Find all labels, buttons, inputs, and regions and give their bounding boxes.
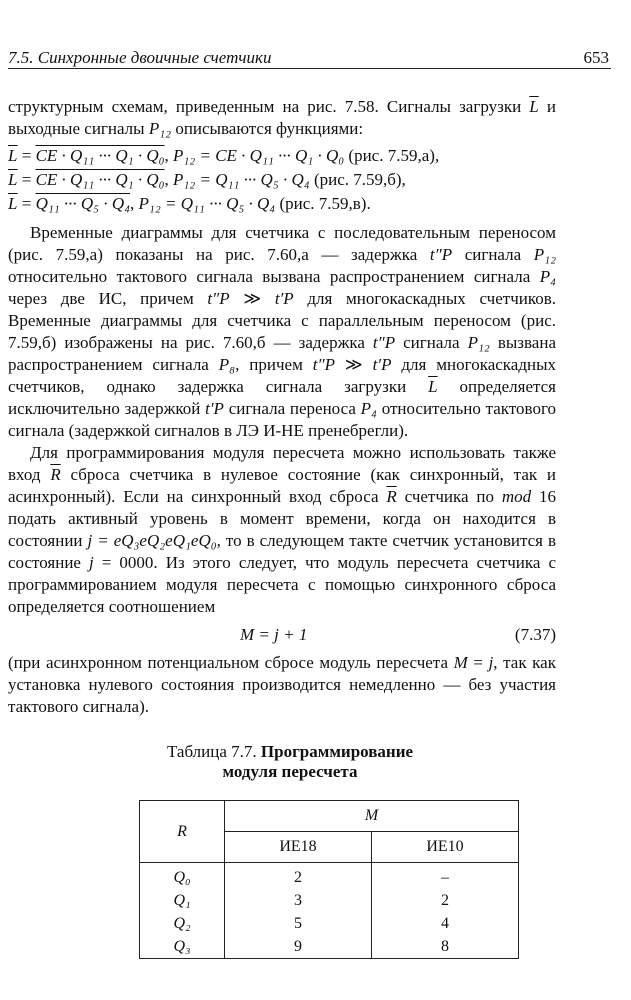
- main-text: [8, 96, 556, 718]
- symbol-M: M: [453, 653, 468, 672]
- text-run: сигнала: [395, 333, 468, 352]
- symbol-P12: P₁₂: [533, 245, 556, 264]
- text-run: вызвана распространением сигнала: [8, 333, 556, 374]
- formula-rhs: Q₁₁ ··· Q₅ · Q₄: [180, 194, 276, 213]
- symbol-much-greater: ≫: [243, 289, 262, 308]
- table-row: [140, 912, 519, 935]
- text-run: сигнала переноса: [223, 399, 361, 418]
- column-header-ie18: ИЕ18: [225, 832, 372, 863]
- symbol-P12: P₁₂: [467, 333, 490, 352]
- cell-r: Q₃: [140, 935, 225, 959]
- table-7-7: [139, 800, 519, 959]
- text-run: относительно тактового сигнала вызвана распространением сигнала: [8, 267, 540, 286]
- symbol-t1p: t′P: [372, 355, 392, 374]
- symbol-P12: P₁₂ =: [173, 146, 211, 165]
- text-run: сигнала: [452, 245, 534, 264]
- formula-lhs: CE · Q₁₁ ··· Q₁ · Q₀: [35, 170, 165, 189]
- formula-line-3: $\overline{L} = Q_{11}$ ··· Q₅ · Q₄, P₁₂ = Q₁₁ ··· Q₅ · Q₄ (рис. 7.59,в).: [8, 194, 371, 213]
- running-header: [8, 44, 611, 69]
- state-expression: j = eQ₃eQ₂eQ₁eQ₀: [87, 531, 217, 550]
- cell-r: Q₀: [140, 863, 225, 890]
- symbol-R: $\overline{R}$: [50, 465, 61, 484]
- symbol-L: $\overline{L}$: [8, 146, 18, 165]
- text-run: счетчика по: [396, 487, 502, 506]
- paragraph-1: [8, 96, 556, 140]
- formula-block: [8, 144, 556, 216]
- symbol-P12: P₁₂ =: [173, 170, 211, 189]
- text-run: , причем: [235, 355, 313, 374]
- table-caption-title: Программирование модуля пересчета: [222, 742, 414, 781]
- text-run: =: [467, 653, 489, 672]
- symbol-L: $\overline{L}$: [8, 194, 18, 213]
- equation-7-37: [8, 622, 556, 648]
- column-header-m: M: [225, 801, 519, 832]
- text-run: = 0000. Из этого следует, что модуль пересчета счетчика с программированием модуля пересчета с помощью синхронного сброса определяется соотношением: [8, 553, 556, 616]
- section-title: 7.5. Синхронные двоичные счетчики: [8, 48, 272, 67]
- paragraph-2: [8, 222, 556, 442]
- symbol-t2p: t″P: [207, 289, 230, 308]
- equation-text: M = j + 1: [240, 625, 308, 644]
- formula-rhs: Q₁₁ ··· Q₅ · Q₄: [215, 170, 310, 189]
- symbol-t2p: t″P: [372, 333, 396, 352]
- cell-ie18: 5: [225, 912, 372, 935]
- symbol-L: $\overline{L}$: [428, 377, 438, 396]
- column-header-r: R: [140, 801, 225, 863]
- symbol-P4: P₄: [360, 399, 377, 418]
- symbol-j: j: [89, 553, 94, 572]
- table-caption: [140, 742, 440, 782]
- cell-ie10: 2: [372, 889, 519, 912]
- symbol-t2p: t″P: [312, 355, 335, 374]
- text-run: для многокаскадных счетчиков. Временные диаграммы для счетчика с параллельным переносом (рис. 7.59,б) изображены на рис. 7.60,б — задержка: [8, 289, 557, 352]
- symbol-P12: P₁₂: [148, 119, 172, 138]
- cell-ie10: 8: [372, 935, 519, 959]
- symbol-P4: P₄: [539, 267, 556, 286]
- text-run: 16 подать активный уровень в момент времени, когда он находится в состоянии: [8, 487, 557, 550]
- text-run: через две ИС, причем: [8, 289, 208, 308]
- text-run: , так как установка нулевого состояния производится немедленно — без участия тактового сигнала).: [8, 653, 556, 716]
- formula-ref: (рис. 7.59,б),: [313, 170, 406, 189]
- text-run: определяется исключительно задержкой: [8, 377, 556, 418]
- cell-ie10: –: [372, 863, 519, 890]
- text-run: относительно тактового сигнала (задержкой сигналов в ЛЭ И-НЕ пренебрегли).: [8, 399, 557, 440]
- text-run: , то в следующем такте счетчик установится в состояние: [8, 531, 557, 572]
- mod-word: mod: [501, 487, 532, 506]
- symbol-j: j: [488, 653, 494, 672]
- symbol-L: $\overline{L}$: [529, 97, 539, 116]
- table-row: [140, 935, 519, 959]
- text-run: сброса счетчика в нулевое состояние (как синхронный, так и асинхронный). Если на синхронный вход сброса: [8, 465, 556, 506]
- symbol-much-greater: ≫: [344, 355, 363, 374]
- cell-ie18: 3: [225, 889, 372, 912]
- cell-ie10: 4: [372, 912, 519, 935]
- formula-ref: (рис. 7.59,в).: [279, 194, 371, 213]
- table-caption-prefix: Таблица 7.7.: [166, 742, 261, 761]
- text-run: описываются функциями:: [171, 119, 364, 138]
- formula-lhs: CE · Q₁₁ ··· Q₁ · Q₀: [35, 146, 165, 165]
- text-run: для многокаскадных счетчиков, однако задержка сигнала загрузки: [8, 355, 557, 396]
- text-run: Для программирования модуля пересчета можно использовать также вход: [8, 443, 556, 484]
- symbol-t1p: t′P: [274, 289, 294, 308]
- cell-ie18: 9: [225, 935, 372, 959]
- text-run: (при асинхронном потенциальном сбросе модуль пересчета: [8, 653, 454, 672]
- formula-ref: (рис. 7.59,а),: [348, 146, 440, 165]
- formula-lhs: Q₁₁ ··· Q₅ · Q₄: [35, 194, 131, 213]
- paragraph-4: [8, 652, 556, 718]
- cell-ie18: 2: [225, 863, 372, 890]
- formula-line-2: $\overline{L}$ = CE · Q₁₁ ··· Q₁ · Q₀, P₁₂ = Q₁₁ ··· Q₅ · Q₄ (рис. 7.59,б),: [8, 170, 406, 189]
- formula-line-1: $\overline{L}$ = CE · Q₁₁ ··· Q₁ · Q₀, P₁₂ = CE · Q₁₁ ··· Q₁ · Q₀ (рис. 7.59,а),: [8, 146, 440, 165]
- symbol-P12: P₁₂ =: [138, 194, 177, 213]
- symbol-R: $\overline{R}$: [386, 487, 397, 506]
- table-row: [140, 863, 519, 890]
- text-run: структурным схемам, приведенным на рис. 7.58. Сигналы загрузки: [8, 97, 530, 116]
- formula-rhs: CE · Q₁₁ ··· Q₁ · Q₀: [215, 146, 345, 165]
- column-header-ie10: ИЕ10: [372, 832, 519, 863]
- symbol-t2p: t″P: [429, 245, 453, 264]
- paragraph-3: [8, 442, 556, 618]
- cell-r: Q₁: [140, 889, 225, 912]
- equation-number: (7.37): [514, 625, 556, 644]
- text-run: и выходные сигналы: [8, 97, 556, 138]
- symbol-L: $\overline{L}$: [8, 170, 18, 189]
- table-row: [140, 889, 519, 912]
- cell-r: Q₂: [140, 912, 225, 935]
- symbol-P8: P₈: [218, 355, 236, 374]
- page-number: 653: [583, 48, 609, 67]
- symbol-t1p: t′P: [205, 399, 224, 418]
- text-run: Временные диаграммы для счетчика с последовательным переносом (рис. 7.59,а) показаны на рис. 7.60,а — задержка: [8, 223, 556, 264]
